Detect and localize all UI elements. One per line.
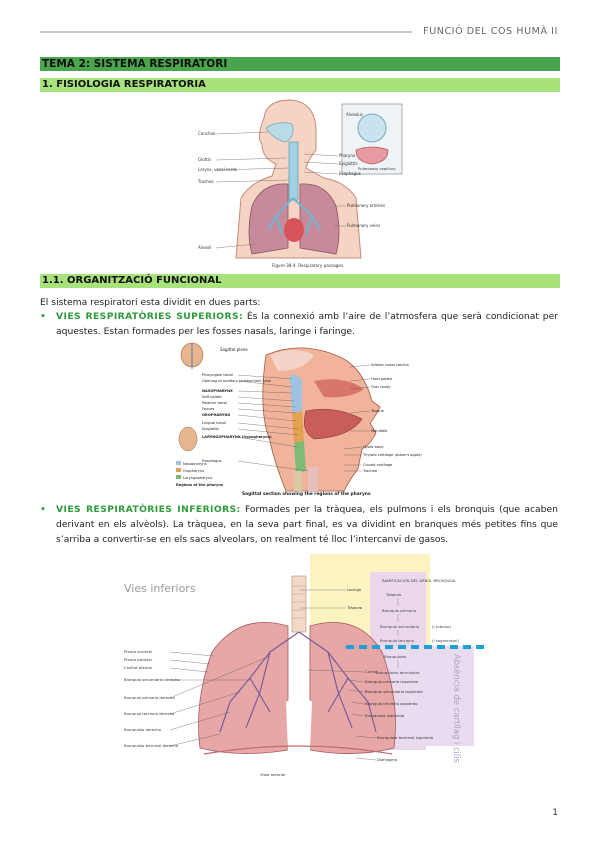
lower-airways-figure [120, 552, 486, 782]
fig3-label-left-0: Pleura visceral [124, 649, 152, 654]
fig1-label-right-1: Epiglottis [339, 161, 358, 166]
fig2-legend-0: Nasopharynx [183, 462, 207, 466]
fig3-label-left-6: Bronquiolo derecho [124, 727, 161, 732]
fig3-panel-step-2: Bronquio secundario [380, 624, 420, 629]
fig2-label-right-7: Cricoid cartilage [363, 463, 393, 467]
fig3-label-right-5: Bronquiolo terminal izquierdo [377, 735, 434, 740]
fig2-label-left-5: Fauces [202, 407, 215, 411]
fig3-panel-title: RAMIFICACIÓN DEL ÁRBOL BRONQUIAL [382, 578, 457, 583]
fig2-label-left-4: Palatine tonsil [202, 401, 228, 405]
fig2-label-right-1: Hard palate [371, 377, 393, 381]
fig2-label-right-0: Inferior nasal concha [371, 363, 409, 367]
fig3-bottom-label: Vista anterior [260, 772, 286, 777]
bullet-body: És la connexió amb l’aire de l’atmosfera que serà condicionat per aquestes. Estan formades per les fosses nasals, laringe i faringe. [56, 311, 559, 337]
fig3-panel-note-0: (I tubular) [432, 624, 451, 629]
fig2-label-left-6: OROPHARYNX [202, 413, 231, 417]
fig3-panel-step-1: Bronquio primario [382, 608, 417, 613]
fig1-label-right-0: Pharynx [339, 153, 356, 158]
respiratory-passages-figure [196, 98, 408, 270]
fig1-label-right-3: Pulmonary arteries [347, 203, 386, 208]
fig2-label-right-6: Thyroid cartilage (Adam's apple) [363, 453, 422, 457]
inset-label-capillary: Pulmonary capillary [358, 166, 396, 171]
bullet-text [56, 502, 558, 547]
fig3-label-right-1: Bronquio primario izquierdo [365, 679, 418, 684]
fig2-label-left-1: Opening of auditory (eustachian) tube [202, 379, 271, 383]
intro-paragraph: El sistema respiratori esta dividit en dues parts: [40, 297, 261, 308]
fig1-label-left-3: Trachea [198, 179, 214, 184]
fig3-label-top-1: Tràquea [347, 605, 363, 610]
bullet-marker: • [40, 504, 46, 515]
fig1-label-right-2: Esophagus [339, 171, 361, 176]
fig3-label-left-3: Bronquio secundario derecho [124, 677, 180, 682]
fig2-label-right-5: Hyoid bone [363, 445, 384, 449]
fig1-label-left-2: Larynx, vocal cords [198, 167, 237, 172]
fig1-label-right-4: Pulmonary veins [347, 223, 381, 228]
page-number: 1 [552, 808, 558, 818]
fig3-panel-step-0: Tráquea [386, 592, 402, 597]
fig2-label-left-3: Soft palate [202, 395, 222, 399]
fig2-label-left-0: Pharyngeal tonsil [202, 373, 234, 377]
fig1-label-left-1: Glottis [198, 157, 211, 162]
bullet-keyword: VIES RESPIRATÒRIES SUPERIORS: [56, 311, 244, 322]
fig3-title: Vies inferiors [124, 582, 196, 595]
bullet-keyword: VIES RESPIRATÒRIES INFERIORS: [56, 504, 241, 515]
fig2-label-left-7: Lingual tonsil [202, 421, 226, 425]
header-rule [40, 31, 412, 33]
fig2-caption: Sagittal section showing the regions of the pharynx [242, 492, 371, 497]
fig2-legend-title: Regions of the pharynx [176, 483, 224, 487]
bullet-lower-airways [40, 502, 558, 547]
fig3-label-top-0: Laringe [347, 587, 362, 592]
fig3-label-right-0: Carina [365, 669, 378, 674]
section-heading-1-1: 1.1. ORGANITZACIÓ FUNCIONAL [40, 274, 560, 288]
fig3-panel-step-5: Bronquíolos terminales [376, 670, 420, 675]
bullet-text [56, 309, 558, 339]
fig3-label-right-3: Bronquio terciario izquierdo [365, 701, 418, 706]
fig3-label-right-2: Bronquio secundario izquierdo [365, 689, 423, 694]
bullet-marker: • [40, 311, 46, 322]
fig2-label-left-2: NASOPHARYNX [202, 389, 233, 393]
fig3-panel-note-1: (I segmentari) [432, 638, 459, 643]
fig3-label-right-4: Bronquiolo izquierdo [365, 713, 405, 718]
fig3-label-left-7: Bronquiolo terminal derecho [124, 743, 179, 748]
fig2-label-right-4: Mandible [371, 429, 388, 433]
fig1-label-left-4: Alveoli [198, 245, 212, 250]
fig2-label-right-2: Oral cavity [371, 385, 391, 389]
bullet-body: Formades per la tràquea, els pulmons i els bronquis (que acaben derivant en els alvèols). La tràquea, en la seva part final, es va dividint en branques més petites fins que s’arriba a convertir-se en els sacs alveolars, on realment té lloc l’intercanvi de gasos. [56, 504, 558, 545]
topic-heading: TEMA 2: SISTEMA RESPIRATORI [40, 57, 560, 71]
fig3-label-left-2: Cavitat pleural [124, 665, 152, 670]
fig3-label-right-6: Diafragma [377, 757, 397, 762]
bullet-upper-airways [40, 309, 558, 339]
inset-label-alveolus: Alveolus [346, 112, 363, 117]
fig1-label-left-0: Conchae [198, 131, 216, 136]
fig3-label-left-1: Pleura parietal [124, 657, 152, 662]
fig3-label-left-5: Bronquio terciario derecho [124, 711, 175, 716]
fig2-label-left-8: Epiglottis [202, 427, 219, 431]
fig3-panel-step-4: Bronquíolos [384, 654, 407, 659]
fig3-label-left-4: Bronquio primario derecho [124, 695, 175, 700]
pharynx-sagittal-figure [174, 341, 422, 499]
fig2-label-left-10: Esophagus [202, 459, 222, 463]
fig2-top-label: Sagittal plane [220, 347, 248, 352]
document-header-title: FUNCIÓ DEL COS HUMÀ II [423, 26, 558, 37]
fig2-label-right-3: Tongue [371, 409, 384, 413]
section-heading-1: 1. FISIOLOGIA RESPIRATORIA [40, 78, 560, 92]
fig2-legend-2: Laryngopharynx [183, 476, 213, 480]
fig2-legend-1: Oropharynx [183, 469, 205, 473]
fig3-panel-step-3: Bronquio terciario [380, 638, 414, 643]
fig2-label-left-9: LARYNGOPHARYNX (hypopharynx) [202, 435, 272, 439]
fig1-caption: Figure 38-4. Respiratory passages. [272, 263, 345, 268]
fig3-side-text: Absència de cartílag i cilis [452, 654, 462, 763]
fig2-label-right-8: Trachea [363, 469, 378, 473]
